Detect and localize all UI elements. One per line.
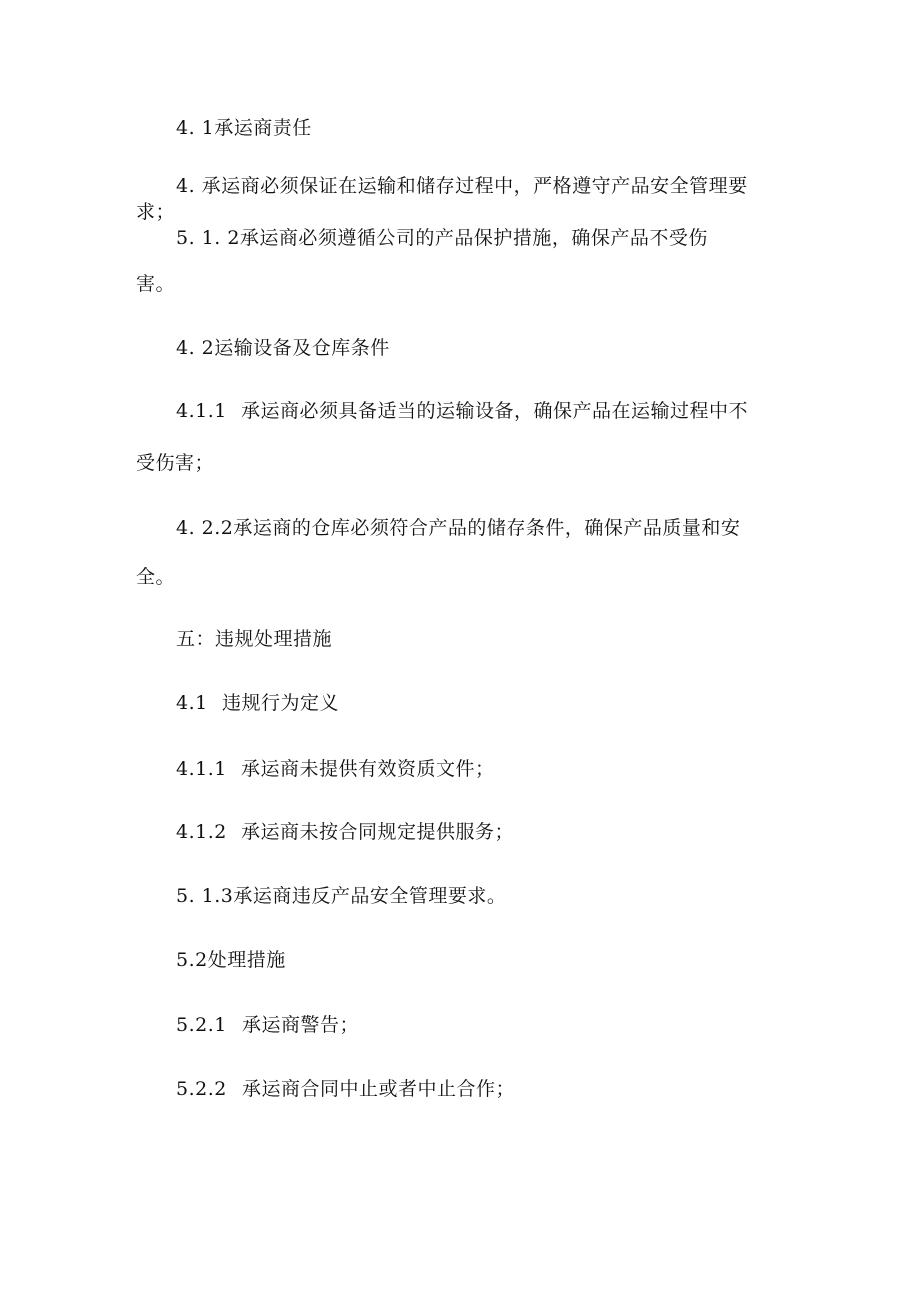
paragraph-line-continuation [136,272,175,296]
line-text: 4. 承运商必须保证在运输和储存过程中，严格遵守产品安全管理要 [176,175,748,197]
line-text: 承运商合同中止或者中止合作； [242,1078,516,1100]
line-text: 4. 2运输设备及仓库条件 [176,337,390,359]
paragraph-line-continuation [136,565,175,589]
list-item [176,1077,515,1101]
line-text: 承运商警告； [242,1014,360,1036]
line-text: 5. 1.3承运商违反产品安全管理要求。 [176,885,507,907]
list-item [176,757,495,781]
line-text: 5. 1. 2承运商必须遵循公司的产品保护措施，确保产品不受伤 [176,227,708,249]
clause-number: 4.1.2 [176,821,227,843]
paragraph-line-continuation [136,200,175,224]
chapter-heading-5 [176,627,332,651]
line-text: 5.2处理措施 [176,949,286,971]
paragraph-line [176,174,748,198]
line-text: 承运商未按合同规定提供服务； [241,821,515,843]
list-item [176,884,506,908]
section-heading-4-2 [176,336,390,360]
line-text: 承运商必须具备适当的运输设备，确保产品在运输过程中不 [241,400,749,422]
clause-number: 4.1.1 [176,758,227,780]
list-item [176,1013,359,1037]
line-text: 违规行为定义 [222,692,340,714]
line-text: 害。 [136,273,176,295]
line-text: 4. 1承运商责任 [176,117,312,139]
section-heading-5-2 [176,948,286,972]
clause-number: 5.2.1 [176,1014,227,1036]
paragraph-line [176,399,748,423]
paragraph-line-continuation [136,451,214,475]
clause-number: 4.1.1 [176,400,227,422]
line-text: 全。 [136,566,176,588]
line-text: 4. 2.2承运商的仓库必须符合产品的储存条件，确保产品质量和安 [176,517,741,539]
section-heading-4-1 [176,116,312,140]
clause-number: 4.1 [176,692,208,714]
list-item [176,820,514,844]
paragraph-line [176,516,740,540]
line-text: 求； [136,201,176,223]
line-text: 受伤害； [136,452,215,474]
paragraph-line [176,226,708,250]
line-text: 五：违规处理措施 [176,628,333,650]
section-heading-violation-definition [176,691,339,715]
line-text: 承运商未提供有效资质文件； [241,758,495,780]
clause-number: 5.2.2 [176,1078,227,1100]
